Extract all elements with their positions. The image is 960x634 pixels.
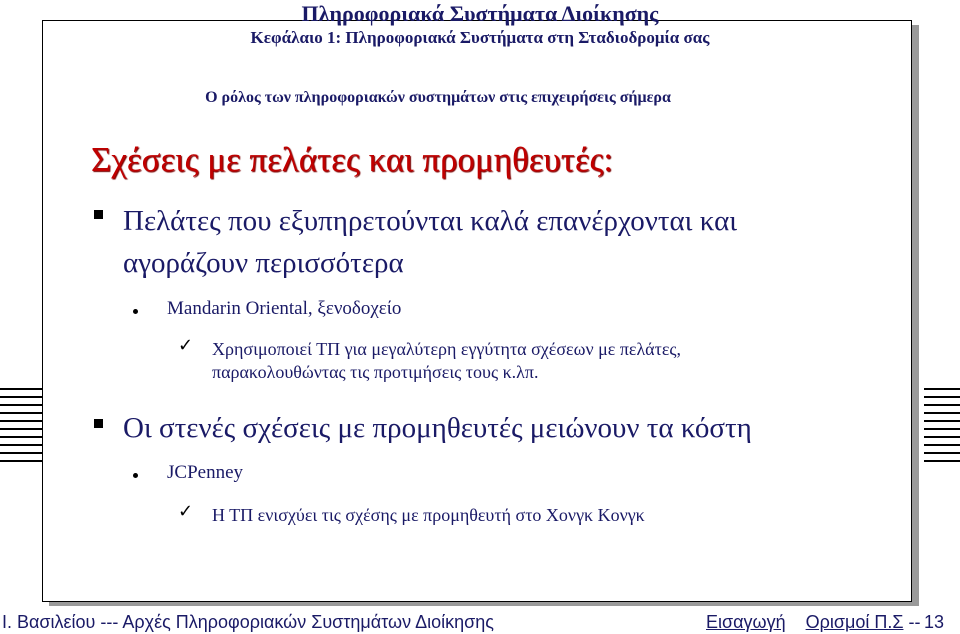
example-mandarin: Mandarin Oriental, ξενοδοχείο	[167, 298, 402, 319]
bullet-customers-line1: Πελάτες που εξυπηρετούνται καλά επανέρχονται και	[123, 205, 738, 237]
slide-subtitle: Ο ρόλος των πληροφοριακών συστημάτων στις επιχειρήσεις σήμερα	[205, 89, 671, 106]
bullet-customers-line2: αγοράζουν περισσότερα	[123, 247, 404, 279]
dot-bullet-icon	[133, 309, 138, 314]
detail-mandarin-line2: παρακολουθώντας τις προτιμήσεις τους κ.λπ.	[212, 362, 539, 382]
footer-navigation	[706, 612, 920, 633]
example-jcpenney: JCPenney	[167, 462, 243, 483]
dot-bullet-icon	[133, 473, 138, 478]
decorative-stripes-right	[924, 388, 960, 468]
slide-heading: Σχέσεις με πελάτες και προμηθευτές:	[91, 140, 614, 179]
detail-mandarin	[212, 338, 852, 384]
square-bullet-icon	[94, 210, 103, 219]
detail-jcpenney: Η ΤΠ ενισχύει τις σχέσης με προμηθευτή στο Χονγκ Κονγκ	[212, 505, 645, 525]
detail-mandarin-line1: Χρησιμοποιεί ΤΠ για μεγαλύτερη εγγύτητα σχέσεων με πελάτες,	[212, 339, 682, 359]
course-title: Πληροφοριακά Συστήματα Διοίκησης	[301, 1, 659, 26]
checkmark-icon: ✓	[178, 501, 194, 522]
bullet-suppliers: Οι στενές σχέσεις με προμηθευτές μειώνουν τα κόστη	[123, 412, 752, 444]
nav-link-introduction[interactable]: Εισαγωγή	[706, 612, 786, 632]
footer-separator: --	[908, 612, 921, 632]
checkmark-icon: ✓	[178, 335, 194, 356]
footer-author: Ι. Βασιλείου --- Αρχές Πληροφοριακών Συστημάτων Διοίκησης	[2, 612, 494, 632]
page-number: 13	[924, 612, 945, 632]
nav-link-definitions[interactable]: Ορισμοί Π.Σ	[805, 612, 904, 632]
bullet-customers	[123, 200, 913, 284]
chapter-title: Κεφάλαιο 1: Πληροφοριακά Συστήματα στη Σταδιοδρομία σας	[250, 28, 710, 47]
square-bullet-icon	[94, 419, 103, 428]
